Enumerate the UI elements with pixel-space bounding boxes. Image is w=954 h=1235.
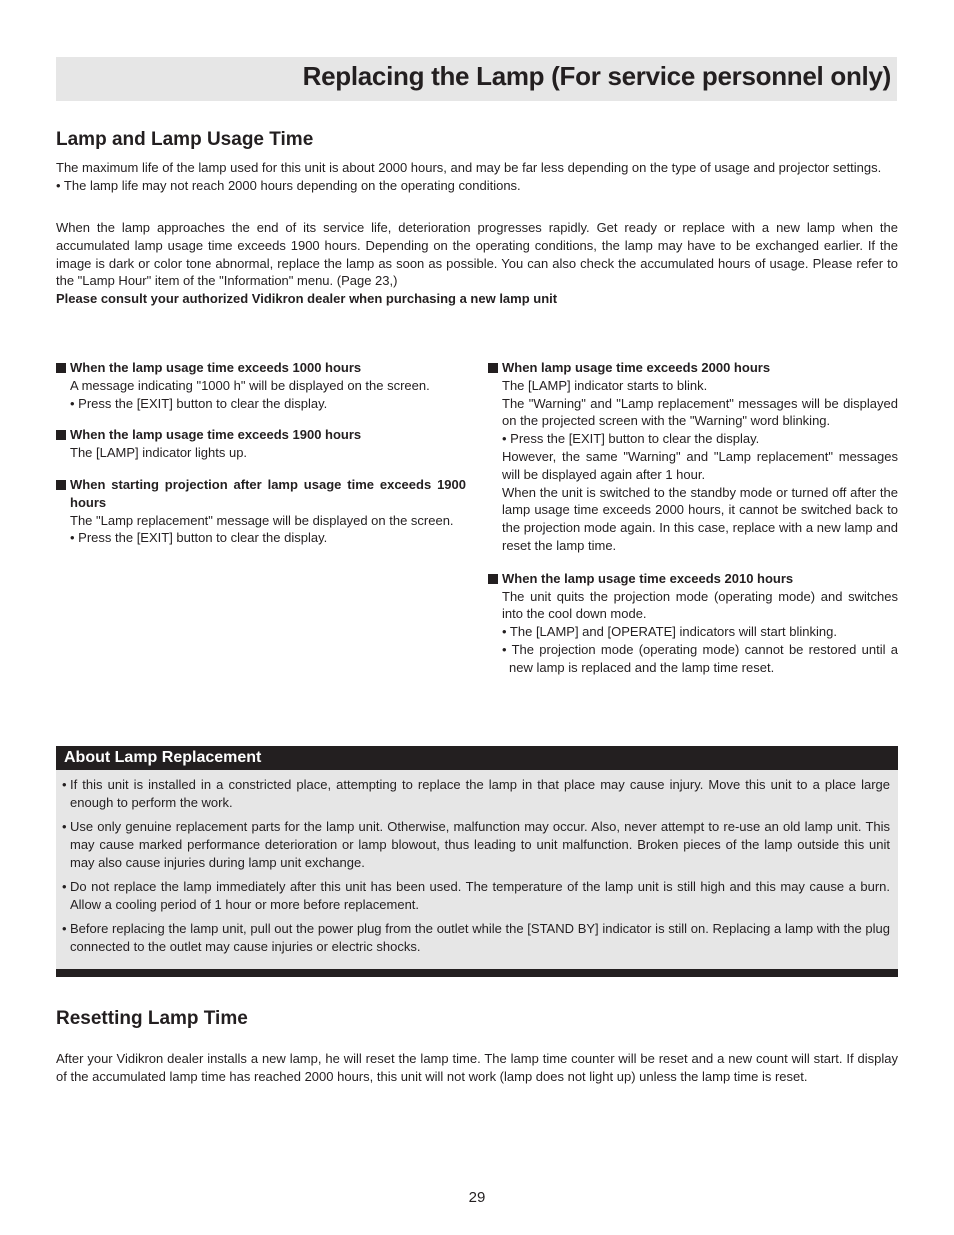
resetting-text: After your Vidikron dealer installs a new lamp, he will reset the lamp time. The lamp time counter will be reset and a new count will start. If display of the accumulated lamp time has reached 2000 hours, this unit will not work (lamp does not light up) unless the lamp time is reset.	[56, 1051, 898, 1084]
lamp-usage-intro	[56, 159, 898, 195]
item-text: • Press the [EXIT] button to clear the display.	[70, 395, 328, 411]
list-item-text: Do not replace the lamp immediately after this unit has been used. The temperature of the lamp unit is still high and this may cause a burn. Allow a cooling period of 1 hour or more before replacement.	[70, 878, 890, 912]
about-box-footer-rule	[56, 969, 898, 977]
bullet-dot: •	[62, 819, 67, 835]
item-text: • Press the [EXIT] button to clear the display.	[70, 530, 328, 546]
left-column	[56, 359, 466, 561]
item-text: The [LAMP] indicator starts to blink.	[502, 377, 708, 393]
page-number: 29	[468, 1189, 486, 1206]
section-heading-resetting-lamp-time: Resetting Lamp Time	[56, 1008, 248, 1029]
square-bullet-icon	[56, 480, 66, 490]
item-text: The unit quits the projection mode (operating mode) and switches into the cool down mode.	[502, 588, 898, 622]
item-text: However, the same "Warning" and "Lamp replacement" messages will be displayed again after 1 hour.	[502, 448, 898, 482]
list-item-text: If this unit is installed in a constricted place, attempting to replace the lamp in that place may cause injury. Move this unit to a place large enough to perform the work.	[70, 777, 890, 810]
section-heading-lamp-usage: Lamp and Lamp Usage Time	[56, 129, 314, 150]
dealer-consult-note: Please consult your authorized Vidikron dealer when purchasing a new lamp unit	[56, 291, 558, 307]
item-2000-hours	[488, 359, 898, 555]
item-heading: When the lamp usage time exceeds 1900 hours	[70, 427, 362, 443]
lamp-life-note: • The lamp life may not reach 2000 hours depending on the operating conditions.	[56, 177, 521, 193]
item-heading: When the lamp usage time exceeds 2010 hours	[502, 570, 794, 586]
bullet-dot: •	[62, 878, 67, 894]
list-item	[62, 818, 890, 871]
bullet-dot: •	[62, 921, 67, 937]
about-lamp-replacement-box	[56, 746, 898, 977]
square-bullet-icon	[56, 430, 66, 440]
item-heading: When the lamp usage time exceeds 1000 hours	[70, 360, 362, 375]
item-text: A message indicating "1000 h" will be displayed on the screen.	[70, 377, 430, 393]
lamp-deterioration-block	[56, 219, 898, 308]
lamp-deterioration-paragraph: When the lamp approaches the end of its service life, deterioration progresses rapidly. Get ready or replace with a new lamp when the accumulated lamp usage time exceeds 1900 hours. Depending on the operating conditions, the lamp may have to be exchanged earlier. If the image is dark or color tone abnormal, replace the lamp as soon as possible. You can also check the accumulated hours of usage. Please refer to the "Lamp Hour" item of the "Information" menu. (Page 23,)	[56, 220, 898, 289]
item-1900-hours	[56, 426, 466, 462]
bullet-dot: •	[62, 777, 67, 792]
about-box-heading: About Lamp Replacement	[56, 746, 898, 770]
list-item	[62, 920, 890, 956]
item-text: • The projection mode (operating mode) cannot be restored until a new lamp is replaced and the lamp time reset.	[502, 641, 898, 675]
item-text: • The [LAMP] and [OPERATE] indicators will start blinking.	[502, 624, 837, 640]
item-start-after-1900-hours	[56, 476, 466, 547]
item-text: When the unit is switched to the standby mode or turned off after the lamp usage time exceeds 2000 hours, it cannot be switched back to the projection mode again. In this case, replace with a new lamp and reset the lamp time.	[502, 484, 898, 553]
item-1000-hours	[56, 359, 466, 412]
list-item	[62, 776, 890, 812]
square-bullet-icon	[56, 363, 66, 373]
page-title: Replacing the Lamp (For service personnel only)	[302, 61, 891, 91]
list-item-text: Use only genuine replacement parts for the lamp unit. Otherwise, malfunction may occur. Also, never attempt to re-use an old lamp unit. This may cause marked performance deterioration or lamp blowout, thus leading to unit malfunction. Broken pieces of the lamp outside this unit may also cause injuries during lamp unit exchange.	[70, 819, 890, 870]
resetting-lamp-time-paragraph	[56, 1050, 898, 1086]
item-text: The "Lamp replacement" message will be displayed on the screen.	[70, 512, 454, 528]
item-text: • Press the [EXIT] button to clear the display.	[502, 431, 760, 447]
list-item	[62, 878, 890, 914]
page-title-bar	[56, 57, 897, 101]
list-item-text: Before replacing the lamp unit, pull out the power plug from the outlet while the [STAND BY] indicator is still on. Replacing a lamp with the plug connected to the outlet may cause injuries or electric shocks.	[70, 921, 890, 954]
square-bullet-icon	[488, 363, 498, 373]
item-heading: When lamp usage time exceeds 2000 hours	[502, 360, 771, 375]
item-text: The "Warning" and "Lamp replacement" messages will be displayed on the projected screen with the "Warning" word blinking.	[502, 395, 898, 429]
lamp-life-paragraph: The maximum life of the lamp used for this unit is about 2000 hours, and may be far less depending on the type of usage and projector settings.	[56, 160, 882, 175]
item-text: The [LAMP] indicator lights up.	[70, 445, 248, 461]
right-column	[488, 359, 898, 691]
item-2010-hours	[488, 570, 898, 677]
item-heading: When starting projection after lamp usage time exceeds 1900 hours	[70, 476, 466, 510]
square-bullet-icon	[488, 574, 498, 584]
